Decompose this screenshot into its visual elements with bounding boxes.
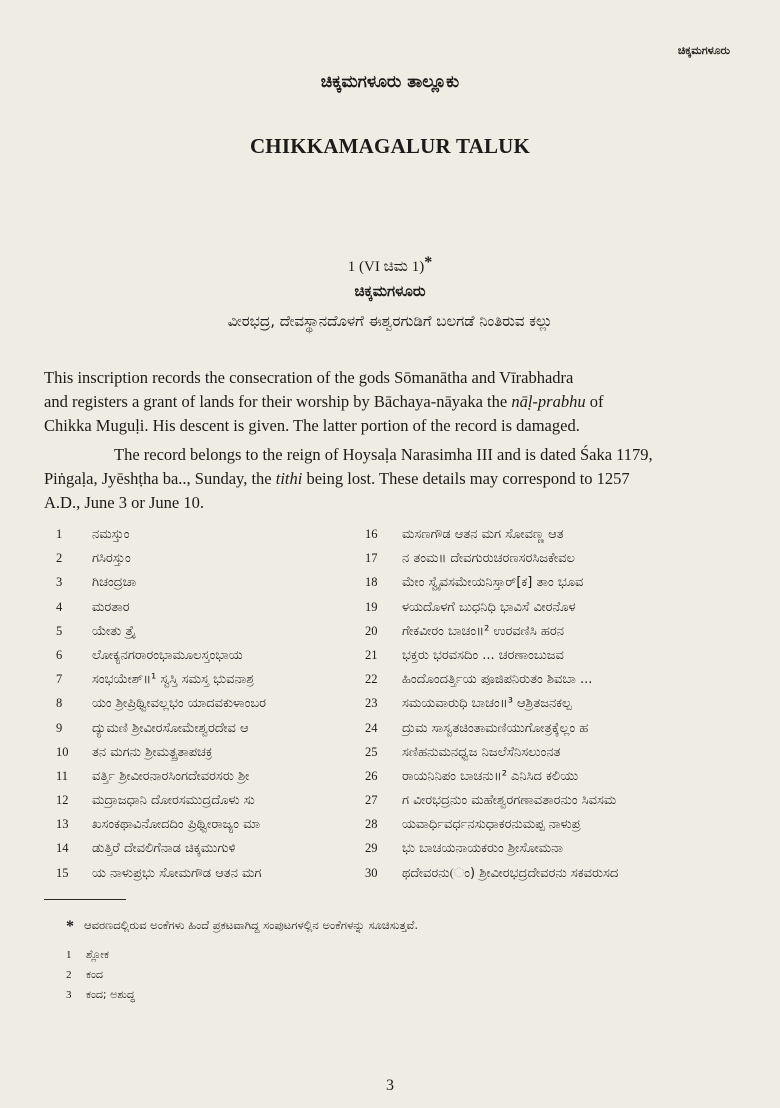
line-text: ಮೇಂ ಸ್ವೈವಸಮೇಯನಿಸ್ತಾರ್[ಕ] ತಾಂ ಭೂವ <box>402 575 584 591</box>
page-number: 3 <box>386 1077 394 1094</box>
inscription-number-text: 1 (VI ಚಿಮ 1) <box>347 259 425 275</box>
inscription-line <box>56 788 356 812</box>
line-number: 21 <box>365 647 378 662</box>
line-number: 27 <box>365 793 378 808</box>
running-head: ಚಿಕ್ಕಮಗಳೂರು <box>677 44 730 57</box>
line-number: 30 <box>365 865 378 880</box>
line-number: 25 <box>365 744 378 759</box>
inscription-line <box>56 595 356 619</box>
line-number: 16 <box>365 527 378 541</box>
footnote <box>66 968 103 982</box>
inscription-line <box>365 764 735 788</box>
paragraph-line: A.D., June 3 or June 10. <box>44 493 204 512</box>
line-number: 22 <box>365 672 378 687</box>
inscription-text-right-column <box>365 522 735 885</box>
inscription-line <box>365 740 735 764</box>
italic-term: tithi <box>275 469 303 488</box>
inscription-line <box>56 691 356 715</box>
line-text: ದ್ಯುಮಣಿ ಶ್ರೀವೀರಸೋಮೇಶ್ವರದೇವ ಆ <box>92 720 249 736</box>
line-text: ಗೇಕವೀರಂ ಬಾಚಂ॥² ಉರವಣಿಸಿ ಹರನ <box>402 623 565 639</box>
paragraph-line <box>44 467 734 491</box>
inscription-line <box>56 643 356 667</box>
footnote-text: ಕಂದ; ಅಶುದ್ಧ <box>86 988 135 1001</box>
line-text: ಳಯದೊಳಗೆ ಬುಧನಿಧಿ ಭಾವಿಸೆ ವೀರನೊಳ <box>402 599 576 615</box>
footnote-text: ಶ್ಲೋಕ <box>86 948 109 961</box>
line-text: ಮದ್ರಾಜಧಾನಿ ದೋರಸಮುದ್ರದೊಳು ಸು <box>92 793 255 809</box>
inscription-line <box>56 861 356 885</box>
paragraph-text: and registers a grant of lands for their worship by Bāchaya-nāyaka the <box>44 392 512 411</box>
line-number: 5 <box>56 623 63 638</box>
inscription-line <box>365 522 735 546</box>
inscription-line <box>365 570 735 594</box>
line-number: 29 <box>365 841 378 856</box>
inscription-line <box>365 836 735 860</box>
line-text: ಹಿಂದೊಂದರ್ತ್ತಿಯ ಪೂಜಿಪನಿರುತಂ ಶಿವಬಾ ... <box>402 672 593 688</box>
line-number: 10 <box>56 744 69 759</box>
kannada-title: ಚಿಕ್ಕಮಗಳೂರು ತಾಲ್ಲೂಕು <box>320 72 460 92</box>
inscription-line <box>56 812 356 836</box>
line-number: 1 <box>56 527 63 541</box>
inscription-line <box>56 836 356 860</box>
line-text: ಥದೇವರನು(ಂ) ಶ್ರೀವೀರಭದ್ರದೇವರನು ಸಕವರುಸದ <box>402 865 619 881</box>
line-text: ಗಸಿರಸ್ತುಂ <box>92 551 131 567</box>
line-text: ನ ತಂಮ॥ ದೇವಗುರುಚರಣಸರಸಿಜಕೇವಲ <box>402 551 575 567</box>
line-number: 24 <box>365 720 378 735</box>
line-text: ತನ ಮಗನು ಶ್ರೀಮತ್ಪ್ರತಾಪಚಕ್ರ <box>92 744 213 760</box>
footnote-number: 2 <box>66 969 72 981</box>
inscription-line <box>56 546 356 570</box>
inscription-number <box>0 254 780 276</box>
footnote-divider <box>44 899 126 900</box>
line-text: ಡುತ್ತಿರೆ ದೇವಲಿಗೆನಾಡ ಚಿಕ್ಕಮುಗುಳಿ <box>92 841 236 857</box>
line-number: 14 <box>56 841 69 856</box>
footnote <box>66 948 109 962</box>
line-number: 23 <box>365 696 378 711</box>
line-text: ಲೋಕ್ಯನಗರಾರಂಭಾಮೂಲಸ್ತಂಭಾಯ <box>92 647 243 663</box>
line-number: 18 <box>365 575 378 590</box>
line-text: ಯ ನಾಳುಪ್ರಭು ಸೋಮಗೌಡ ಆತನ ಮಗ <box>92 865 262 881</box>
inscription-line <box>365 812 735 836</box>
paragraph-line <box>44 390 734 414</box>
summary-paragraph <box>44 366 734 438</box>
line-text: ರಾಯನಿನಿಪಂ ಬಾಚನು॥² ಎನಿಸಿದ ಕಲಿಯು <box>402 768 579 784</box>
inscription-line <box>365 788 735 812</box>
line-number: 20 <box>365 623 378 638</box>
footnote-star <box>66 918 418 936</box>
line-text: ಸಮಯವಾರುಧಿ ಬಾಚಂ॥³ ಆಶ್ರಿತಜನಕಲ್ಪ <box>402 696 572 712</box>
line-number: 7 <box>56 672 63 687</box>
line-number: 15 <box>56 865 69 880</box>
line-text: ಮಸಣಗೌಡ ಆತನ ಮಗ ಸೋವಣ್ಣ ಆತ <box>402 527 564 542</box>
line-number: 8 <box>56 696 63 711</box>
inscription-place: ಚಿಕ್ಕಮಗಳೂರು <box>354 282 426 300</box>
inscription-line <box>56 764 356 788</box>
inscription-line <box>56 570 356 594</box>
inscription-line <box>365 667 735 691</box>
inscription-line <box>365 546 735 570</box>
paragraph-line: Chikka Muguḷi. His descent is given. The latter portion of the record is damaged. <box>44 416 580 435</box>
footnote-star-text: ಆವರಣದಲ್ಲಿರುವ ಅಂಕೆಗಳು ಹಿಂದೆ ಪ್ರಕಟವಾಗಿದ್ದ ಸಂಪುಟಗಳಲ್ಲಿನ ಅಂಕೆಗಳನ್ನು ಸೂಚಿಸುತ್ತವೆ. <box>84 918 418 932</box>
inscription-line <box>365 691 735 715</box>
paragraph-line: This inscription records the consecration of the gods Sōmanātha and Vīrabhadra <box>44 368 574 387</box>
line-text: ಯೇತು ತ್ರೈ <box>92 623 137 639</box>
line-text: ಯವಾರ್ಧಿವರ್ಧನಸುಧಾಕರನುಮಪ್ಪ ನಾಳುಪ್ರ <box>402 817 581 833</box>
line-number: 28 <box>365 817 378 832</box>
line-text: ಖಸಂಕಥಾವಿನೋದದಿಂ ಪ್ರಿಥ್ವೀರಾಜ್ಯಂ ಮಾ <box>92 817 261 833</box>
paragraph-text: Piṅgaḷa, Jyēshṭha ba.., Sunday, the <box>44 469 276 488</box>
footnote-text: ಕಂದ <box>86 968 103 981</box>
inscription-text-left-column <box>56 522 356 885</box>
inscription-line <box>365 619 735 643</box>
inscription-line <box>56 667 356 691</box>
line-text: ಮರತಾರ <box>92 599 130 615</box>
inscription-line <box>56 716 356 740</box>
line-number: 3 <box>56 575 63 590</box>
line-text: ಭಕ್ತರು ಭರವಸದಿಂ ... ಚರಣಾಂಬುಜವ <box>402 647 564 663</box>
line-text: ಗ ವೀರಭದ್ರನುಂ ಮಹೇಶ್ವರಗಣಾವತಾರನುಂ ಸಿವಸಮ <box>402 793 617 809</box>
line-text: ಗಿಚಂದ್ರಚಾ <box>92 575 137 591</box>
english-title: CHIKKAMAGALUR TALUK <box>249 134 531 158</box>
line-number: 2 <box>56 551 63 566</box>
inscription-number-mark: * <box>424 254 433 271</box>
line-number: 11 <box>56 768 69 783</box>
line-number: 9 <box>56 720 63 735</box>
dating-paragraph <box>44 443 734 515</box>
line-number: 26 <box>365 768 378 783</box>
paragraph-text: of <box>585 392 604 411</box>
paragraph-line: The record belongs to the reign of Hoysaḷa Narasimha III and is dated Śaka 1179, <box>114 445 653 464</box>
line-text: ದ್ರುಮ ಸಾಸ್ವತಚಿಂತಾಮಣಿಯುಗೋತ್ರಕ್ಕೆಲ್ಲಂ ಹ <box>402 720 589 736</box>
inscription-line <box>365 716 735 740</box>
line-number: 6 <box>56 647 63 662</box>
line-number: 19 <box>365 599 378 614</box>
inscription-line <box>365 861 735 885</box>
inscription-location: ವೀರಭದ್ರ, ದೇವಸ್ಥಾನದೊಳಗೆ ಈಶ್ವರಗುಡಿಗೆ ಬಲಗಡೆ ನಿಂತಿರುವ ಕಲ್ಲು <box>227 312 553 330</box>
inscription-line <box>365 643 735 667</box>
inscription-line <box>56 619 356 643</box>
line-number: 17 <box>365 551 378 566</box>
line-text: ವರ್ತ್ತಿ ಶ್ರೀವೀರನಾರಸಿಂಗದೇವರಸರು ಶ್ರೀ <box>92 768 250 784</box>
line-text: ಭು ಬಾಚಯನಾಯಕರುಂ ಶ್ರೀಸೋಮನಾ <box>402 841 563 857</box>
footnote-number: 1 <box>66 949 72 961</box>
inscription-line <box>56 522 356 546</box>
line-text: ಸಣಿಹನುಮನಧ್ವಜ ನಿಜಲೆಸೆನಿಸಲುಂನತ <box>402 744 561 760</box>
inscription-line <box>365 595 735 619</box>
footnote <box>66 988 135 1002</box>
line-text: ನಮಸ್ತುಂ <box>92 527 130 542</box>
line-number: 12 <box>56 793 69 808</box>
line-number: 13 <box>56 817 69 832</box>
italic-term: nāḷ-prabhu <box>511 392 586 411</box>
paragraph-text: being lost. These details may correspond to 1257 <box>302 469 630 488</box>
line-text: ಸಂಭಯೇಶ್॥¹ ಸ್ವಸ್ತಿ ಸಮಸ್ತ ಭುವನಾಶ್ರ <box>92 672 254 688</box>
footnote-number: 3 <box>66 989 72 1001</box>
line-text: ಯಂ ಶ್ರೀಪ್ರಿಥ್ವೀವಲ್ಲಭಂ ಯಾದವಕುಳಾಂಬರ <box>92 696 267 712</box>
footnote-star-mark: * <box>66 918 74 935</box>
inscription-line <box>56 740 356 764</box>
line-number: 4 <box>56 599 63 614</box>
